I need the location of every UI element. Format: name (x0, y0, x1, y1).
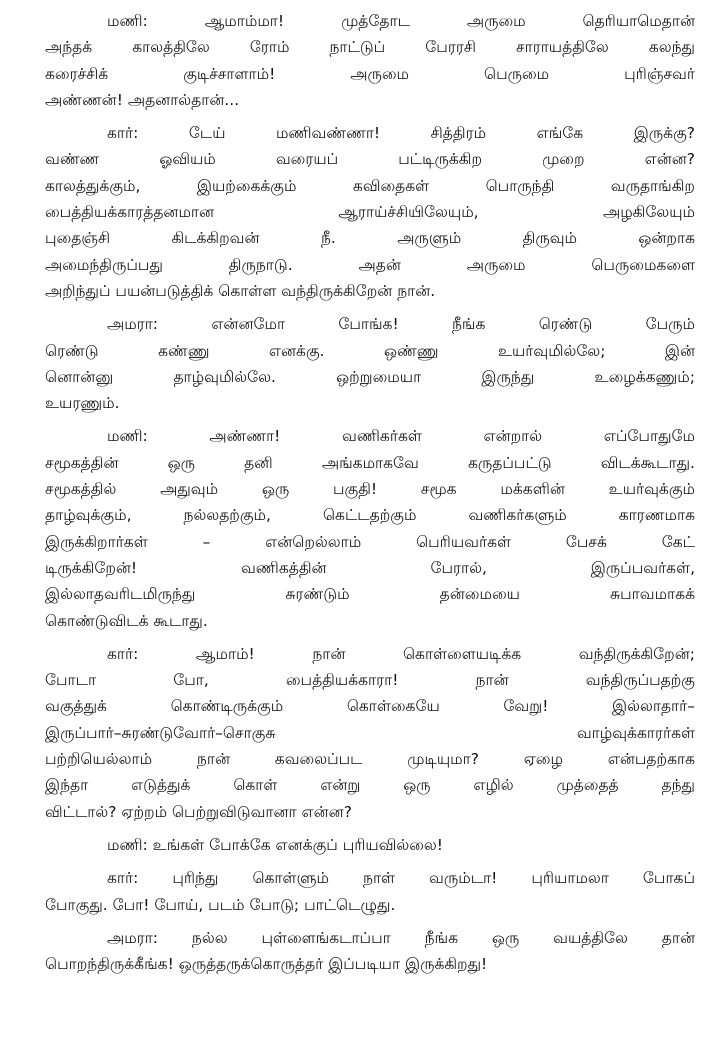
text-line: காலத்துக்கும், இயற்கைக்கும் கவிதைகள் பொருந்தி வருதாங்கிற (45, 176, 695, 195)
text-line: அமைந்திருப்பது திருநாடு. அதன் அருமை பெருமைகளை (45, 255, 695, 274)
text-line: இருப்பார்–சுரண்டுவோர்–சொகுசு வாழ்வுக்காரர்கள் (45, 723, 695, 742)
text-line: விட்டால்? ஏற்றம் பெற்றுவிடுவானா என்ன? (45, 802, 352, 821)
text-line: கொண்டுவிடக் கூடாது. (45, 611, 208, 630)
text-line: சமூகத்தின் ஒரு தனி அங்கமாகவே கருதப்பட்டு விடக்கூடாது. (45, 453, 695, 472)
text-line: மணி: உங்கள் போக்கே எனக்குப் புரியவில்லை! (107, 835, 443, 854)
text-line: மணி: அண்ணா! வணிகர்கள் என்றால் எப்போதுமே (107, 427, 695, 446)
text-line: சமூகத்தில் அதுவும் ஒரு பகுதி! சமூக மக்களின் உயர்வுக்கும் (45, 480, 695, 499)
text-line: அண்ணன்! அதனால்தான்... (45, 90, 240, 109)
text-line: மணி: ஆமாம்மா! முத்தோட அருமை தெரியாமெதான் (107, 12, 695, 30)
dialogue-paragraph (45, 832, 695, 858)
text-line: கார்: ஆமாம்! நான் கொள்ளையடிக்க வந்திருக்கிறேன்; (107, 644, 695, 663)
text-line: அமரா: நல்ல புள்ளைங்கடாப்பா நீங்க ஒரு வயத்திலே தான் (107, 928, 695, 947)
text-line: வகுத்துக் கொண்டிருக்கும் கொள்கையே வேறு! இல்லாதார்– (45, 697, 695, 716)
text-line: பற்றியெல்லாம் நான் கவலைப்பட முடியுமா? ஏழை என்பதற்காக (45, 750, 695, 769)
text-line: இருக்கிறார்கள் – என்றெல்லாம் பெரியவர்கள் பேசக் கேட் (45, 532, 695, 551)
text-line: பைத்தியக்காரத்தனமான ஆராய்ச்சியிலேயும், அழகிலேயும் (45, 203, 695, 222)
dialogue-paragraph (45, 8, 695, 113)
text-line: இல்லாதவரிடமிருந்து சுரண்டும் தன்மையை சுபாவமாகக் (45, 585, 695, 604)
text-line: டிருக்கிறேன்! வணிகத்தின் பேரால், இருப்பவர்கள், (45, 558, 695, 577)
text-line: போடா போ, பைத்தியக்காரா! நான் வந்திருப்பதற்கு (45, 671, 695, 690)
text-line: னொன்னு தாழ்வுமில்லே. ஒற்றுமையா இருந்து உழைக்கணும்; (45, 367, 695, 386)
text-line: தாழ்வுக்கும், நல்லதற்கும், கெட்டதற்கும் வணிகர்களும் காரணமாக (45, 506, 695, 525)
text-line: கார்: புரிந்து கொள்ளும் நாள் வரும்டா! புரியாமலா போகப் (107, 869, 695, 888)
dialogue-paragraph (45, 311, 695, 416)
text-line: அறிந்துப் பயன்படுத்திக் கொள்ள வந்திருக்கிறேன் நான். (45, 281, 436, 300)
text-line: வண்ண ஓவியம் வரையப் பட்டிருக்கிற முறை என்ன? (45, 150, 695, 169)
dialogue-paragraph (45, 641, 695, 825)
text-line: அமரா: என்னமோ போங்க! நீங்க ரெண்டு பேரும் (107, 315, 695, 334)
text-line: கரைச்சிக் குடிச்சாளாம்! அருமை பெருமை புரிஞ்சவர் (45, 64, 695, 83)
text-line: அந்தக் காலத்திலே ரோம் நாட்டுப் பேரரசி சாராயத்திலே கலந்து (45, 38, 695, 57)
dialogue-paragraph (45, 120, 695, 304)
text-line: கார்: டேய் மணிவண்ணா! சித்திரம் எங்கே இருக்கு? (107, 124, 695, 143)
text-line: ரெண்டு கண்ணு எனக்கு. ஒண்ணு உயர்வுமில்லே; இன் (45, 341, 695, 360)
dialogue-paragraph (45, 925, 695, 978)
text-line: பொறந்திருக்கீங்க! ஒருத்தருக்கொருத்தர் இப்படியா இருக்கிறது! (45, 955, 488, 974)
text-line: இந்தா எடுத்துக் கொள் என்று ஒரு எழில் முத்தைத் தந்து (45, 776, 695, 795)
text-line: உயரணும். (45, 394, 120, 413)
text-line: புதைஞ்சி கிடக்கிறவன் நீ. அருளும் திருவும் ஒன்றாக (45, 229, 695, 248)
dialogue-paragraph (45, 865, 695, 918)
text-line: போகுது. போ! போய், படம் போடு; பாட்டெழுது. (45, 895, 396, 914)
dialogue-paragraph (45, 423, 695, 633)
